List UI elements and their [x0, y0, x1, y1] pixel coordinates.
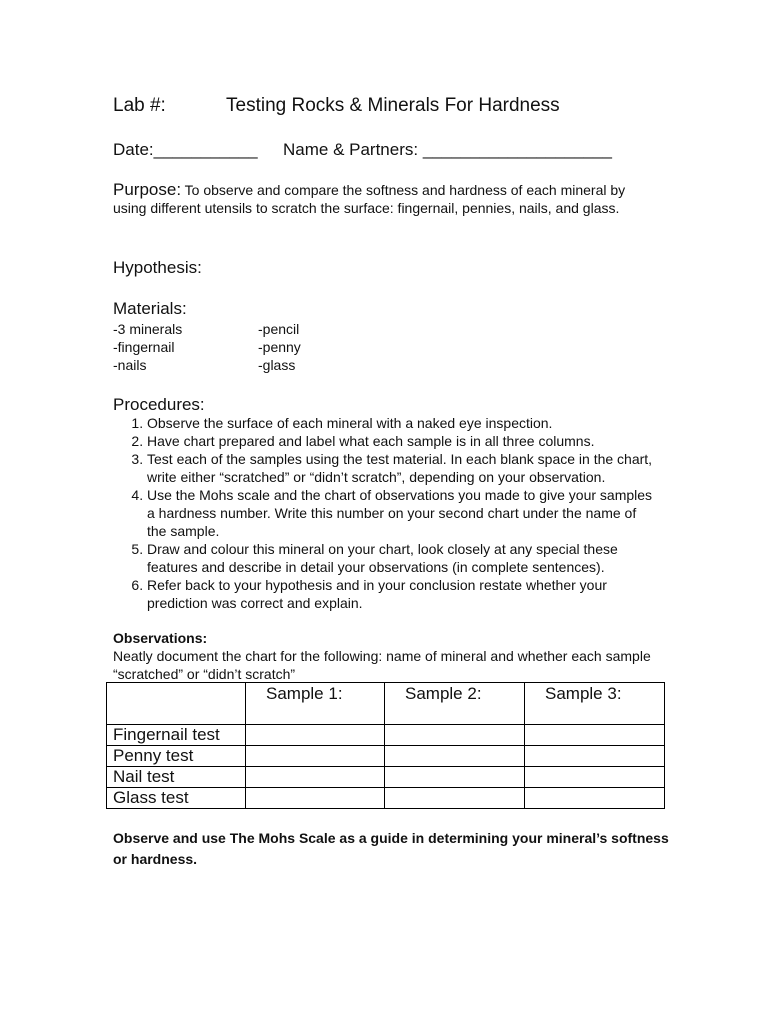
row-label: Nail test — [107, 767, 246, 788]
mohs-scale-note: Observe and use The Mohs Scale as a guide in determining your mineral’s softness or hardness. — [113, 830, 669, 867]
table-header-row — [107, 683, 665, 725]
material-item: -penny — [258, 339, 301, 355]
blank-cell — [525, 767, 665, 788]
table-header-cell — [107, 683, 246, 725]
procedure-step: 4. Use the Mohs scale and the chart of observations you made to give your samples a hardness number. Write this number on your second chart under the name of the sample. — [147, 486, 658, 540]
row-label: Glass test — [107, 788, 246, 809]
procedure-step: 6. Refer back to your hypothesis and in your conclusion restate whether your prediction was correct and explain. — [147, 576, 658, 612]
procedure-step: 1. Observe the surface of each mineral with a naked eye inspection. — [147, 414, 658, 432]
material-item: -glass — [258, 357, 296, 373]
blank-cell — [246, 746, 385, 767]
materials-heading: Materials: — [113, 299, 187, 318]
name-partners-field-label: Name & Partners: ____________________ — [283, 140, 612, 159]
material-item: -3 minerals — [113, 321, 183, 337]
blank-cell — [246, 767, 385, 788]
table-header-cell: Sample 3: — [525, 683, 665, 725]
procedures-heading: Procedures: — [113, 395, 205, 414]
table-row — [107, 725, 665, 746]
procedure-step: 2. Have chart prepared and label what each sample is in all three columns. — [147, 432, 658, 450]
row-label: Penny test — [107, 746, 246, 767]
blank-cell — [385, 788, 525, 809]
table-row — [107, 746, 665, 767]
procedure-step: 5. Draw and colour this mineral on your chart, look closely at any special these features and describe in detail your observations (in complete sentences). — [147, 540, 658, 576]
blank-cell — [525, 746, 665, 767]
hypothesis-heading: Hypothesis: — [113, 258, 202, 277]
blank-cell — [385, 746, 525, 767]
materials-list-left — [113, 320, 182, 374]
table-header-cell: Sample 2: — [385, 683, 525, 725]
material-item: -pencil — [258, 321, 300, 337]
blank-cell — [525, 725, 665, 746]
observations-table — [106, 682, 665, 809]
page-title: Testing Rocks & Minerals For Hardness — [226, 95, 560, 116]
lab-number-label: Lab #: — [113, 95, 166, 116]
table-row — [107, 788, 665, 809]
purpose-section — [113, 181, 653, 217]
date-field-label: Date:___________ — [113, 140, 258, 159]
blank-cell — [385, 767, 525, 788]
table-header-cell: Sample 1: — [246, 683, 385, 725]
blank-cell — [246, 725, 385, 746]
row-label: Fingernail test — [107, 725, 246, 746]
material-item: -fingernail — [113, 339, 175, 355]
observations-instructions: Neatly document the chart for the following: name of mineral and whether each sample “scratched” or “didn’t scratch” — [113, 648, 651, 682]
material-item: -nails — [113, 357, 147, 373]
procedure-step: 3. Test each of the samples using the test material. In each blank space in the chart, write either “scratched” or “didn’t scratch”, depending on your observation. — [147, 450, 658, 486]
observations-heading: Observations: — [113, 630, 208, 646]
procedures-list — [113, 414, 658, 612]
blank-cell — [385, 725, 525, 746]
purpose-text: To observe and compare the softness and hardness of each mineral by using different utensils to scratch the surface: fingernail, pennies, nails, and glass. — [113, 182, 626, 216]
materials-list-right — [258, 320, 301, 374]
blank-cell — [246, 788, 385, 809]
purpose-heading: Purpose: — [113, 180, 182, 199]
blank-cell — [525, 788, 665, 809]
table-row — [107, 767, 665, 788]
